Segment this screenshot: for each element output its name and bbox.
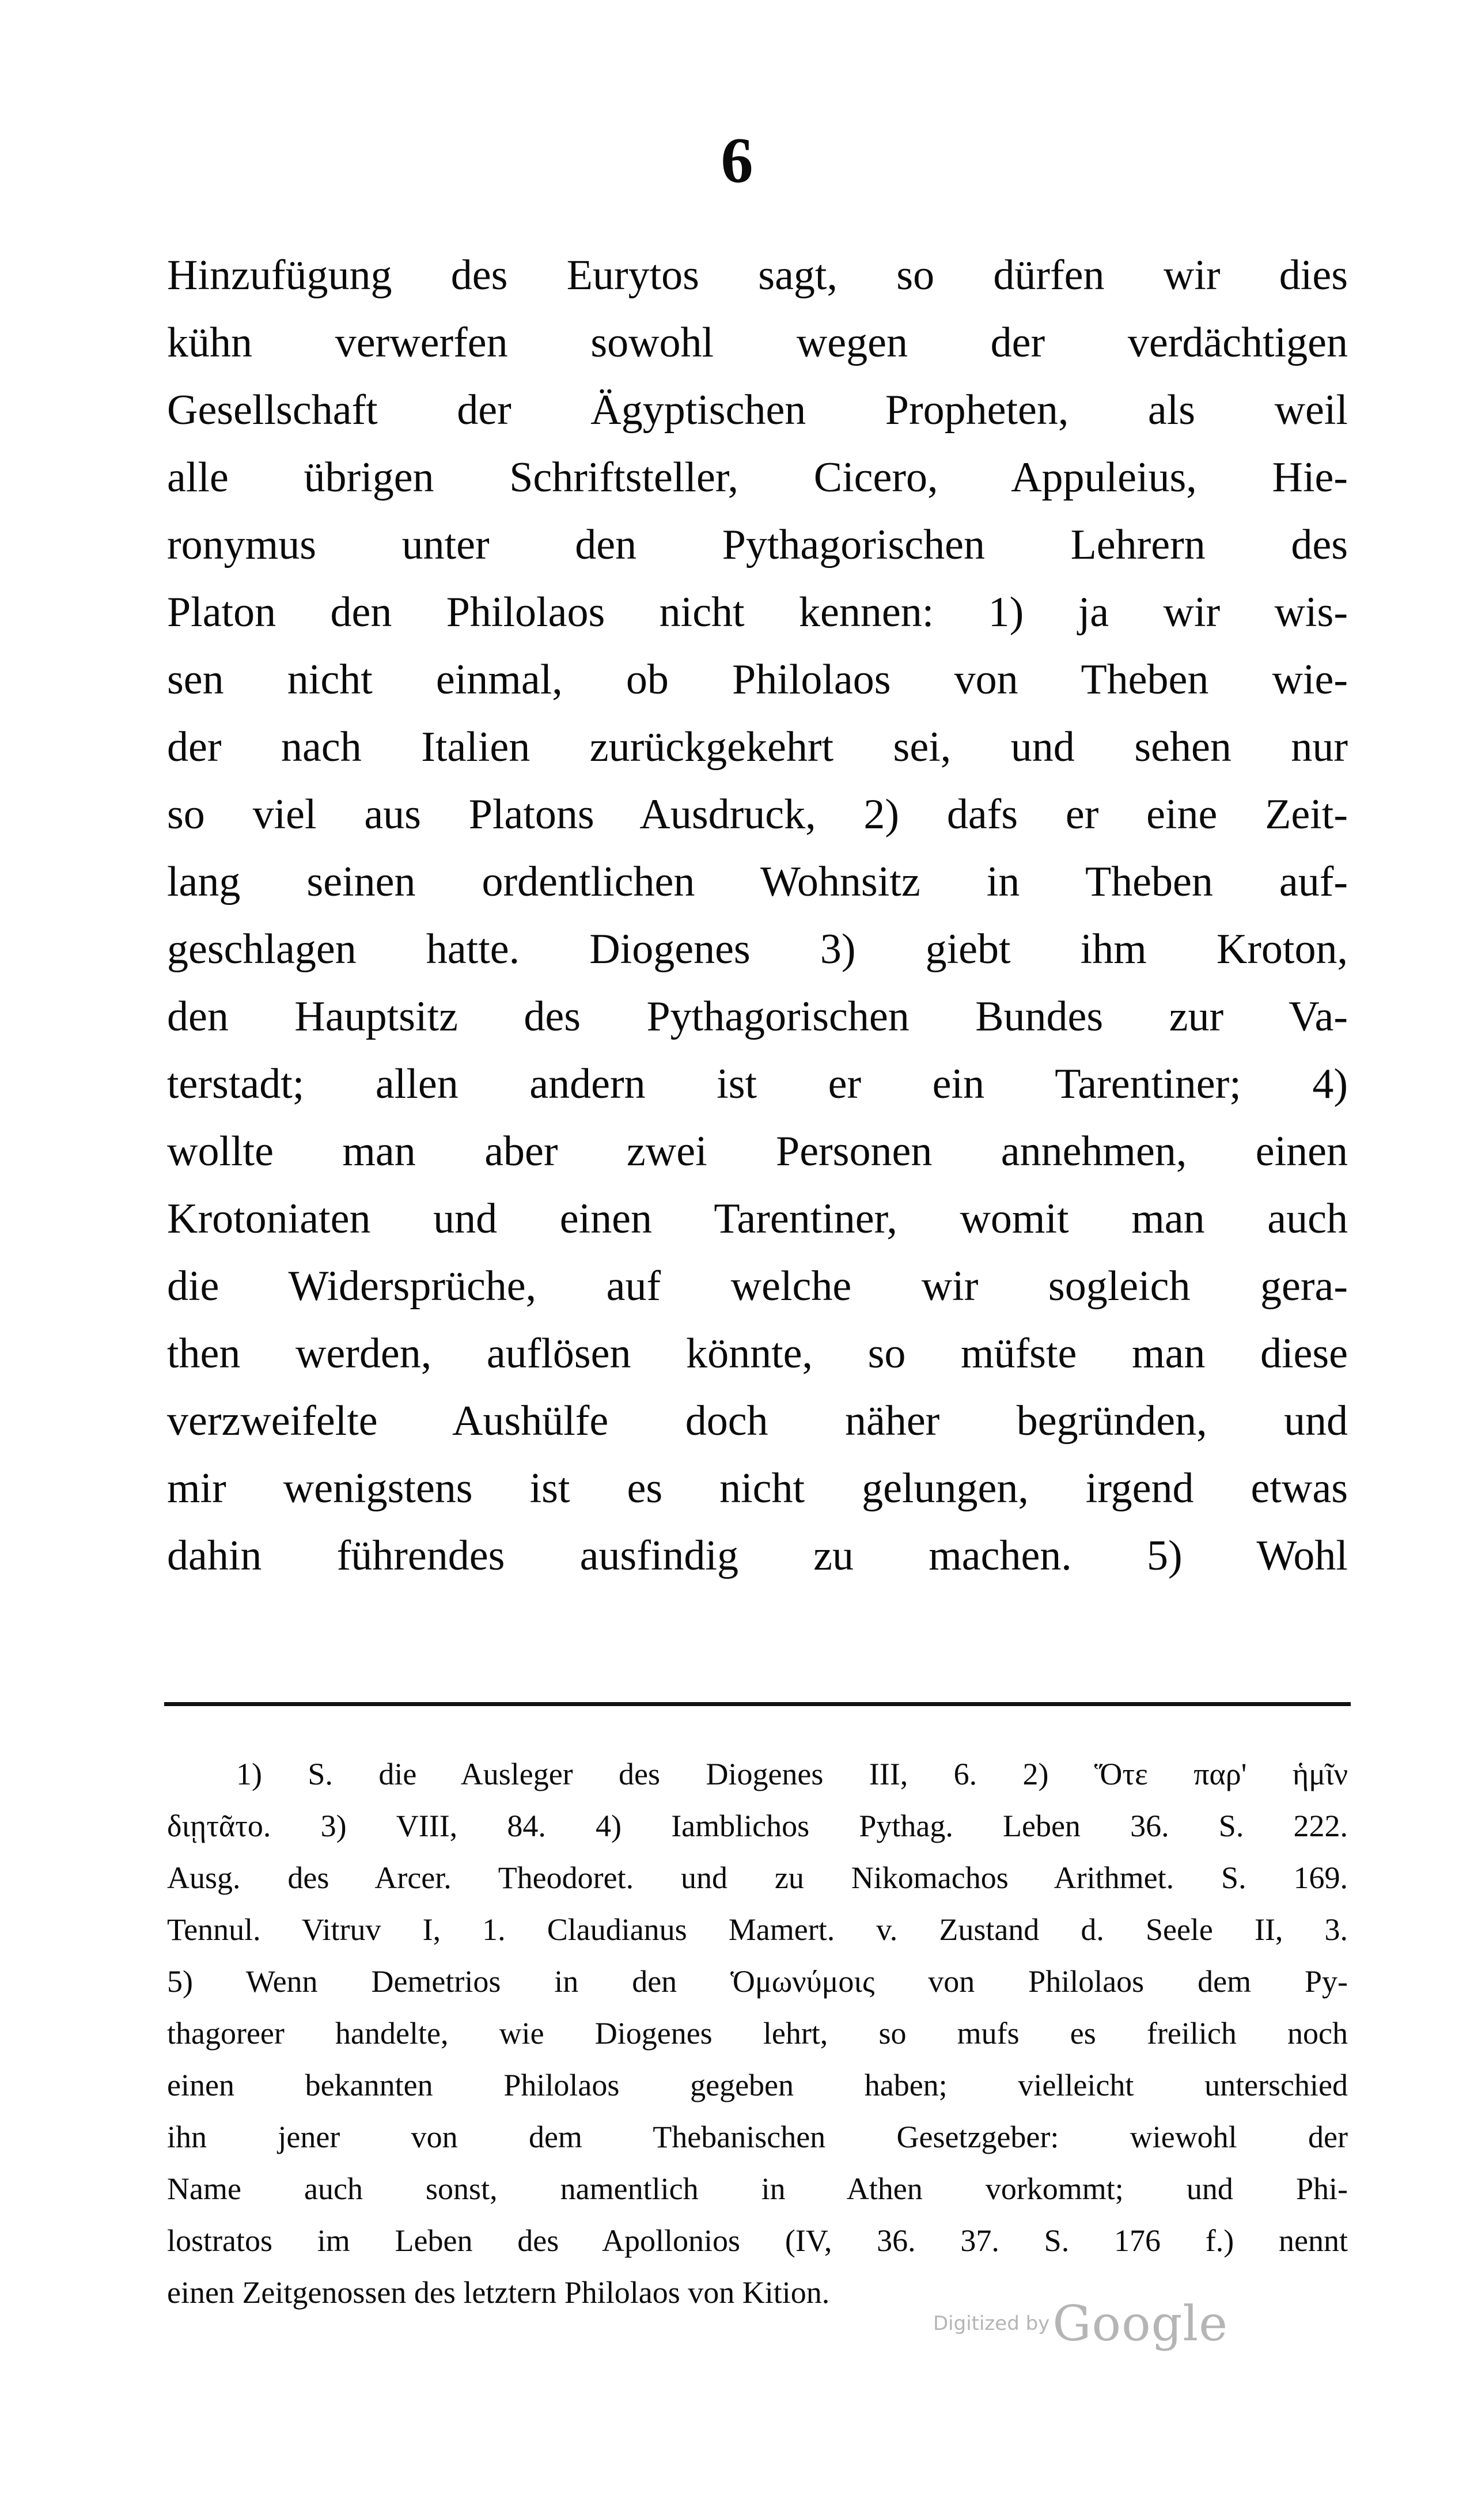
footnotes	[167, 1748, 1348, 2318]
digitized-watermark	[933, 2295, 1228, 2352]
text-line: verzweifelte Aushülfe doch näher begründen, und	[167, 1397, 1348, 1445]
watermark-prefix: Digitized by	[933, 2312, 1050, 2335]
text-line: Platon den Philolaos nicht kennen: 1) ja wir wis-	[167, 589, 1348, 636]
text-line: mir wenigstens ist es nicht gelungen, irgend etwas	[167, 1465, 1348, 1512]
text-line: sen nicht einmal, ob Philolaos von Theben wie-	[167, 656, 1348, 703]
page-number: 6	[721, 125, 753, 196]
text-line: Gesellschaft der Ägyptischen Propheten, als weil	[167, 386, 1348, 434]
text-line: so viel aus Platons Ausdruck, 2) dafs er eine Zeit-	[167, 791, 1348, 838]
footnote-line: Name auch sonst, namentlich in Athen vorkommt; und Phi-	[167, 2172, 1348, 2206]
footnote-line: 5) Wenn Demetrios in den Ὁμωνύμοις von Philolaos dem Py-	[167, 1964, 1348, 1999]
footnote-line: διῃτᾶτο. 3) VIII, 84. 4) Iamblichos Pythag. Leben 36. S. 222.	[167, 1809, 1348, 1843]
text-line: wollte man aber zwei Personen annehmen, einen	[167, 1128, 1348, 1175]
footnote-line: ihn jener von dem Thebanischen Gesetzgeber: wiewohl der	[167, 2120, 1348, 2154]
google-logo: Google	[1052, 2295, 1228, 2352]
footnote-line: lostratos im Leben des Apollonios (IV, 36. 37. S. 176 f.) nennt	[167, 2223, 1348, 2258]
footnote-line: thagoreer handelte, wie Diogenes lehrt, so mufs es freilich noch	[167, 2016, 1348, 2051]
text-line: den Hauptsitz des Pythagorischen Bundes zur Va-	[167, 993, 1348, 1040]
footnote-line: Ausg. des Arcer. Theodoret. und zu Nikomachos Arithmet. S. 169.	[167, 1860, 1348, 1895]
text-line: die Widersprüche, auf welche wir sogleich gera-	[167, 1263, 1348, 1310]
text-line: Hinzufügung des Eurytos sagt, so dürfen wir dies	[167, 252, 1348, 299]
text-line: der nach Italien zurückgekehrt sei, und sehen nur	[167, 723, 1348, 771]
text-line: terstadt; allen andern ist er ein Tarentiner; 4)	[167, 1060, 1348, 1108]
text-line: geschlagen hatte. Diogenes 3) giebt ihm Kroton,	[167, 926, 1348, 973]
footnote-divider	[164, 1702, 1351, 1706]
text-line: dahin führendes ausfindig zu machen. 5) Wohl	[167, 1532, 1348, 1579]
text-line: Krotoniaten und einen Tarentiner, womit man auch	[167, 1195, 1348, 1242]
text-line: ronymus unter den Pythagorischen Lehrern des	[167, 521, 1348, 569]
footnote-line: einen bekannten Philolaos gegeben haben; vielleicht unterschied	[167, 2068, 1348, 2102]
text-line: lang seinen ordentlichen Wohnsitz in Theben auf-	[167, 858, 1348, 905]
footnote-line: einen Zeitgenossen des letztern Philolaos von Kition.	[167, 2275, 830, 2310]
footnote-line: Tennul. Vitruv I, 1. Claudianus Mamert. v. Zustand d. Seele II, 3.	[167, 1912, 1348, 1947]
text-line: then werden, auflösen könnte, so müfste man diese	[167, 1330, 1348, 1377]
text-line: kühn verwerfen sowohl wegen der verdächtigen	[167, 319, 1348, 366]
text-line: alle übrigen Schriftsteller, Cicero, Appuleius, Hie-	[167, 454, 1348, 501]
main-text	[167, 242, 1348, 1590]
footnote-line: 1) S. die Ausleger des Diogenes III, 6. 2) Ὅτε παρ' ἡμῖν	[236, 1757, 1348, 1791]
